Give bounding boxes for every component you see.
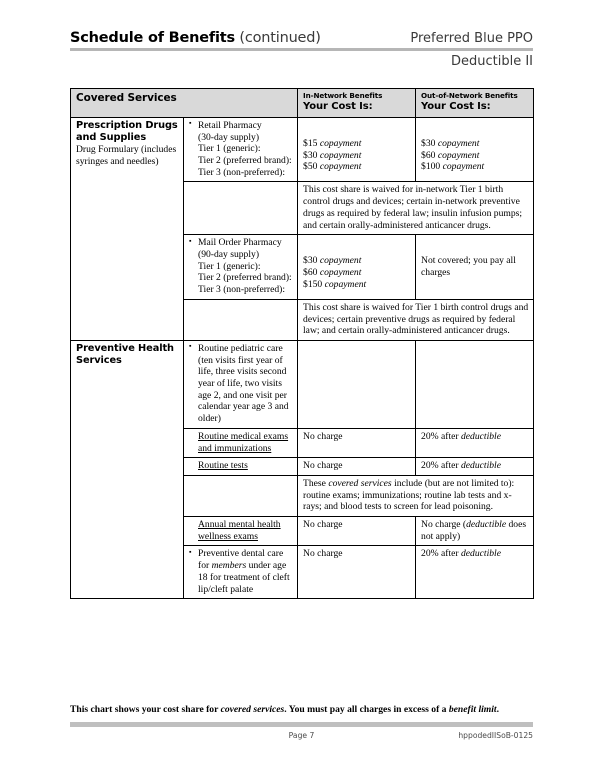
spacer	[303, 237, 411, 246]
plan-name: Preferred Blue PPO	[410, 31, 533, 46]
mail-out-value: Not covered; you pay all charges	[421, 255, 516, 278]
preventive-dental-out-pct: 20%	[421, 548, 439, 560]
column-header-out-of-network	[416, 89, 534, 118]
page-header	[70, 30, 533, 69]
column-header-covered-services	[71, 89, 298, 118]
retail-in-tier2-amount: $30	[303, 149, 318, 161]
retail-tier1-label: Tier 1 (generic):	[198, 143, 261, 155]
service-cell-preventive-health	[71, 340, 184, 598]
retail-pharmacy-supply: (30-day supply)	[198, 131, 260, 143]
preventive-dental-out-word: deductible	[461, 548, 501, 560]
mail-order-pharmacy-supply: (90-day supply)	[198, 249, 260, 260]
mail-tier1-label: Tier 1 (generic):	[198, 260, 261, 272]
service-title-preventive-health: Preventive Health Services	[76, 342, 174, 367]
routine-tests-note-ital: covered services	[328, 477, 392, 489]
routine-medical-exams-out-after: after	[441, 430, 459, 442]
header-row	[70, 30, 533, 46]
spacer	[421, 237, 529, 246]
footer-note-covered-services: covered services	[220, 704, 285, 715]
spacer	[303, 129, 411, 138]
preventive-dental-out-after: after	[441, 548, 459, 560]
retail-pharmacy-note-cell	[298, 182, 534, 235]
mail-order-pharmacy-note: This cost share is waived for Tier 1 birth control drugs and devices; certain preventive drugs as required by federal law; and certain orally-administered anticancer drugs.	[303, 301, 529, 337]
column-header-in-network-small: In-Network Benefits	[303, 91, 383, 100]
retail-out-tier2-amount: $60	[421, 149, 436, 161]
subservice-cell-routine-medical-exams	[184, 428, 298, 457]
mail-in-tier3-amount: $150	[303, 278, 323, 290]
out-of-network-cell-routine-medical-exams	[416, 428, 534, 457]
routine-pediatric-care-label: Routine pediatric care (ten visits first year of life, three visits second year of life, two visits age 2, and one visit per calendar year age 3 and older)	[198, 342, 289, 425]
retail-in-tier3-word: copayment	[319, 161, 362, 173]
out-of-network-cell-preventive-dental-care	[416, 546, 534, 599]
table-header	[71, 89, 534, 118]
out-of-network-cell-retail-pharmacy	[416, 117, 534, 182]
routine-tests-note-pre: These	[303, 477, 326, 489]
mail-order-pharmacy-note-cell	[298, 299, 534, 340]
mail-in-tier1-amount: $30	[303, 255, 318, 267]
footer-meta	[70, 731, 533, 745]
document-code: hppodedIISoB-0125	[458, 731, 533, 740]
in-network-cell-retail-pharmacy	[298, 117, 416, 182]
footer-note-pre: This chart shows your cost share for	[70, 704, 219, 715]
subservice-cell-routine-tests-continued	[184, 475, 298, 516]
table-header-row	[71, 89, 534, 118]
subservice-cell-mail-order-pharmacy	[184, 235, 298, 300]
spacer	[303, 246, 411, 255]
mental-health-exams-label: Annual mental health wellness exams	[198, 519, 281, 542]
retail-in-tier1-amount: $15	[303, 137, 318, 149]
retail-tier2-label: Tier 2 (preferred brand):	[198, 155, 292, 167]
mental-health-in-value: No charge	[303, 519, 343, 531]
routine-tests-note-post: include (but are not limited to): routine exams; immunizations; routine lab tests and x-rays; and blood tests to screen for lead poisoning.	[303, 477, 515, 513]
header-divider	[70, 48, 533, 51]
plan-subtitle: Deductible II	[450, 54, 533, 69]
mental-health-out-ital: deductible	[466, 519, 507, 531]
preventive-dental-post: under age 18 for treatment of cleft lip/cleft palate	[198, 560, 290, 595]
table-row	[71, 340, 534, 428]
preventive-dental-ital: members	[211, 560, 247, 572]
routine-tests-out-pct: 20%	[421, 460, 439, 472]
list-item	[198, 548, 293, 595]
column-header-covered-services-label: Covered Services	[76, 92, 177, 104]
retail-out-tier3-amount: $100	[421, 161, 441, 173]
out-of-network-cell-routine-pediatric-care	[416, 340, 534, 428]
page-number: Page 7	[288, 731, 315, 740]
out-of-network-cell-mail-order-pharmacy	[416, 235, 534, 300]
routine-tests-label: Routine tests	[198, 460, 248, 472]
retail-in-tier3-amount: $50	[303, 161, 318, 173]
mental-health-out-pre: No charge (	[421, 519, 467, 531]
in-network-cell-mail-order-pharmacy	[298, 235, 416, 300]
retail-out-tier2-word: copayment	[437, 149, 480, 161]
table-body	[71, 117, 534, 598]
subservice-cell-mail-order-continued	[184, 299, 298, 340]
retail-pharmacy-note: This cost share is waived for in-network Tier 1 birth control drugs and devices; certain in-network preventive drugs as required by federal law; insulin infusion pumps; and certain orally-administered anticancer drugs.	[303, 184, 523, 231]
page-title	[70, 30, 321, 46]
routine-medical-exams-in-value: No charge	[303, 430, 343, 442]
spacer	[303, 120, 411, 129]
in-network-cell-routine-tests	[298, 458, 416, 476]
out-of-network-cell-routine-tests	[416, 458, 534, 476]
service-subtitle-drug-formulary: Drug Formulary (includes syringes and needles)	[76, 144, 177, 168]
retail-in-tier2-word: copayment	[319, 149, 362, 161]
preventive-dental-pre: Preventive dental care for	[198, 548, 284, 572]
footer-note-end: .	[496, 704, 499, 715]
routine-tests-out-after: after	[441, 460, 459, 472]
routine-medical-exams-out-pct: 20%	[421, 430, 439, 442]
in-network-cell-routine-medical-exams	[298, 428, 416, 457]
service-cell-prescription-drugs	[71, 117, 184, 340]
subservice-cell-retail-pharmacy-continued	[184, 182, 298, 235]
column-header-out-of-network-small: Out-of-Network Benefits	[421, 91, 518, 100]
subservice-cell-mental-health-exams	[184, 517, 298, 546]
column-header-in-network-big: Your Cost Is:	[303, 100, 373, 112]
preventive-dental-care-list	[189, 548, 293, 595]
mental-health-out-post: does not apply)	[421, 519, 527, 542]
footer-note-mid: . You must pay all charges in excess of a	[284, 704, 447, 715]
page-title-main: Schedule of Benefits	[70, 30, 235, 46]
subservice-cell-routine-tests	[184, 458, 298, 476]
mail-in-tier1-word: copayment	[319, 255, 362, 267]
mail-tier2-label: Tier 2 (preferred brand):	[198, 272, 292, 284]
routine-tests-note-cell	[298, 475, 534, 516]
spacer	[421, 129, 529, 138]
retail-out-tier1-word: copayment	[437, 137, 480, 149]
service-title-prescription-drugs: Prescription Drugs and Supplies	[76, 119, 178, 144]
mail-in-tier3-word: copayment	[324, 278, 367, 290]
column-header-in-network	[298, 89, 416, 118]
retail-pharmacy-label: Retail Pharmacy	[198, 119, 262, 131]
list-item	[198, 120, 293, 179]
column-header-out-of-network-big: Your Cost Is:	[421, 100, 491, 112]
retail-tier3-label: Tier 3 (non-preferred):	[198, 166, 286, 178]
mail-order-pharmacy-list	[189, 237, 293, 296]
spacer	[421, 246, 529, 255]
benefits-table	[70, 88, 534, 599]
list-item	[198, 237, 293, 296]
footer-note	[70, 704, 533, 716]
list-item	[198, 343, 293, 425]
mail-in-tier2-amount: $60	[303, 267, 318, 278]
subservice-cell-routine-pediatric-care	[184, 340, 298, 428]
routine-pediatric-care-list	[189, 343, 293, 425]
retail-pharmacy-list	[189, 120, 293, 179]
out-of-network-cell-mental-health-exams	[416, 517, 534, 546]
page-title-continued: (continued)	[239, 30, 321, 46]
preventive-dental-in-value: No charge	[303, 548, 343, 560]
in-network-cell-routine-pediatric-care	[298, 340, 416, 428]
retail-out-tier3-word: copayment	[442, 161, 485, 173]
footer-divider	[70, 722, 533, 727]
routine-medical-exams-out-word: deductible	[461, 430, 501, 442]
subservice-cell-preventive-dental-care	[184, 546, 298, 599]
subservice-cell-retail-pharmacy	[184, 117, 298, 182]
in-network-cell-preventive-dental-care	[298, 546, 416, 599]
retail-in-tier1-word: copayment	[319, 137, 362, 149]
routine-medical-exams-label: Routine medical exams and immunizations	[198, 430, 289, 454]
routine-tests-in-value: No charge	[303, 460, 343, 472]
mail-tier3-label: Tier 3 (non-preferred):	[198, 284, 286, 296]
footer-note-benefit-limit: benefit limit	[448, 704, 497, 715]
mail-in-tier2-word: copayment	[319, 267, 362, 278]
mail-order-pharmacy-label: Mail Order Pharmacy	[198, 237, 282, 249]
retail-out-tier1-amount: $30	[421, 137, 436, 149]
in-network-cell-mental-health-exams	[298, 517, 416, 546]
routine-tests-out-word: deductible	[461, 460, 501, 472]
table-row	[71, 117, 534, 182]
spacer	[421, 120, 529, 129]
